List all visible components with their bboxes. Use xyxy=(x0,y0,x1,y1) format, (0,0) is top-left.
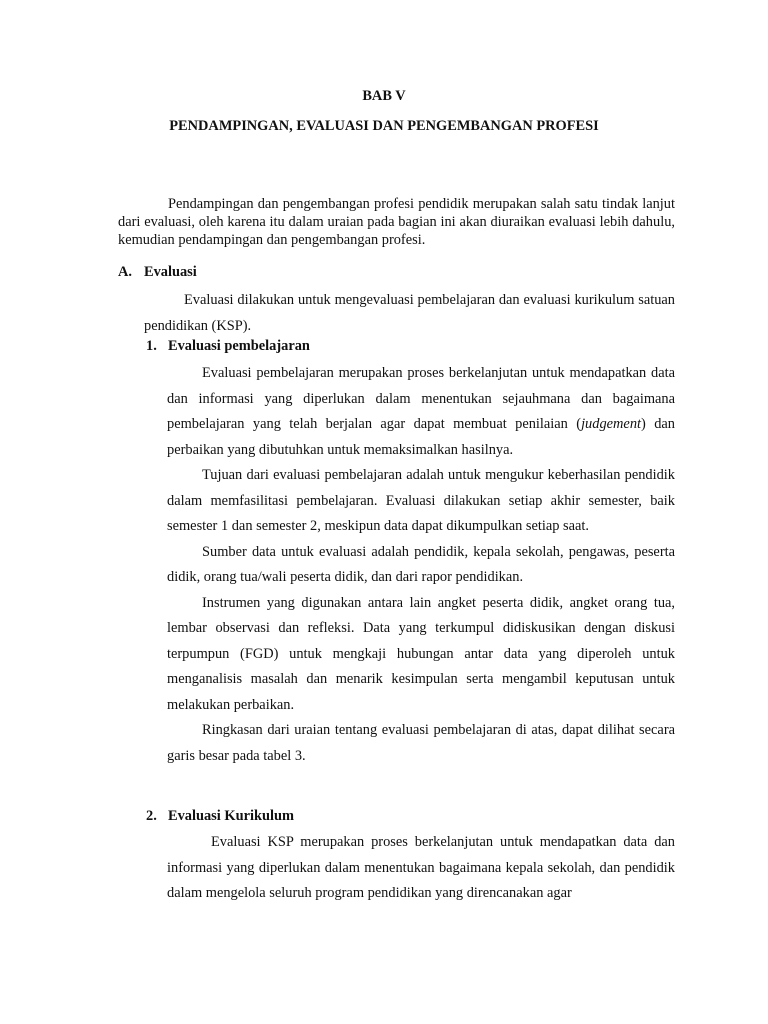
paragraph xyxy=(167,361,675,463)
section-a-heading xyxy=(118,264,197,281)
paragraph-text: ) dan perbaikan yang dibutuhkan untuk memaksimalkan hasilnya. xyxy=(167,416,675,458)
intro-paragraph: Pendampingan dan pengembangan profesi pendidik merupakan salah satu tindak lanjut dari evaluasi, oleh karena itu dalam uraian pada bagian ini akan diuraikan evaluasi lebih dahulu, kemudian pendampingan dan pengembangan profesi. xyxy=(118,196,675,248)
subsection-1-body xyxy=(167,361,675,769)
section-a-title: Evaluasi xyxy=(144,264,197,280)
subsection-1-heading xyxy=(146,338,310,355)
subsection-2-title: Evaluasi Kurikulum xyxy=(168,808,294,824)
subsection-2-heading xyxy=(146,808,294,825)
paragraph: Tujuan dari evaluasi pembelajaran adalah untuk mengukur keberhasilan pendidik dalam memfasilitasi pembelajaran. Evaluasi dilakukan setiap akhir semester, baik semester 1 dan semester 2, meskipun data dapat dikumpulkan setiap saat. xyxy=(167,467,675,534)
section-a-number: A. xyxy=(118,264,132,280)
subsection-2-body xyxy=(167,830,675,907)
chapter-title: PENDAMPINGAN, EVALUASI DAN PENGEMBANGAN PROFESI xyxy=(169,118,599,134)
paragraph: Sumber data untuk evaluasi adalah pendidik, kepala sekolah, pengawas, peserta didik, orang tua/wali peserta didik, dan dari rapor pendidikan. xyxy=(167,543,675,585)
subsection-2-number: 2. xyxy=(146,808,157,824)
italic-term: judgement xyxy=(581,416,642,432)
subsection-1-number: 1. xyxy=(146,338,157,354)
paragraph: Ringkasan dari uraian tentang evaluasi pembelajaran di atas, dapat dilihat secara garis besar pada tabel 3. xyxy=(167,722,675,764)
paragraph: Evaluasi KSP merupakan proses berkelanjutan untuk mendapatkan data dan informasi yang diperlukan dalam menentukan bagaimana kepala sekolah, dan pendidik dalam mengelola seluruh program pendidikan yang direncanakan agar xyxy=(167,834,675,901)
section-a-paragraph: Evaluasi dilakukan untuk mengevaluasi pembelajaran dan evaluasi kurikulum satuan pendidikan (KSP). xyxy=(144,292,675,334)
paragraph: Instrumen yang digunakan antara lain angket peserta didik, angket orang tua, lembar observasi dan refleksi. Data yang terkumpul didiskusikan dengan diskusi terpumpun (FGD) untuk mengkaji hubungan antar data yang diperoleh untuk menganalisis masalah dan menarik kesimpulan serta mengambil keputusan untuk melakukan perbaikan. xyxy=(167,594,675,713)
subsection-1-title: Evaluasi pembelajaran xyxy=(168,338,310,354)
chapter-label: BAB V xyxy=(362,88,406,104)
paragraph-text: Evaluasi pembelajaran merupakan proses berkelanjutan untuk mendapatkan data dan informasi yang diperlukan dalam menentukan sejauhmana dan bagaimana pembelajaran yang telah berjalan agar dapat membuat penilaian ( xyxy=(167,365,675,432)
